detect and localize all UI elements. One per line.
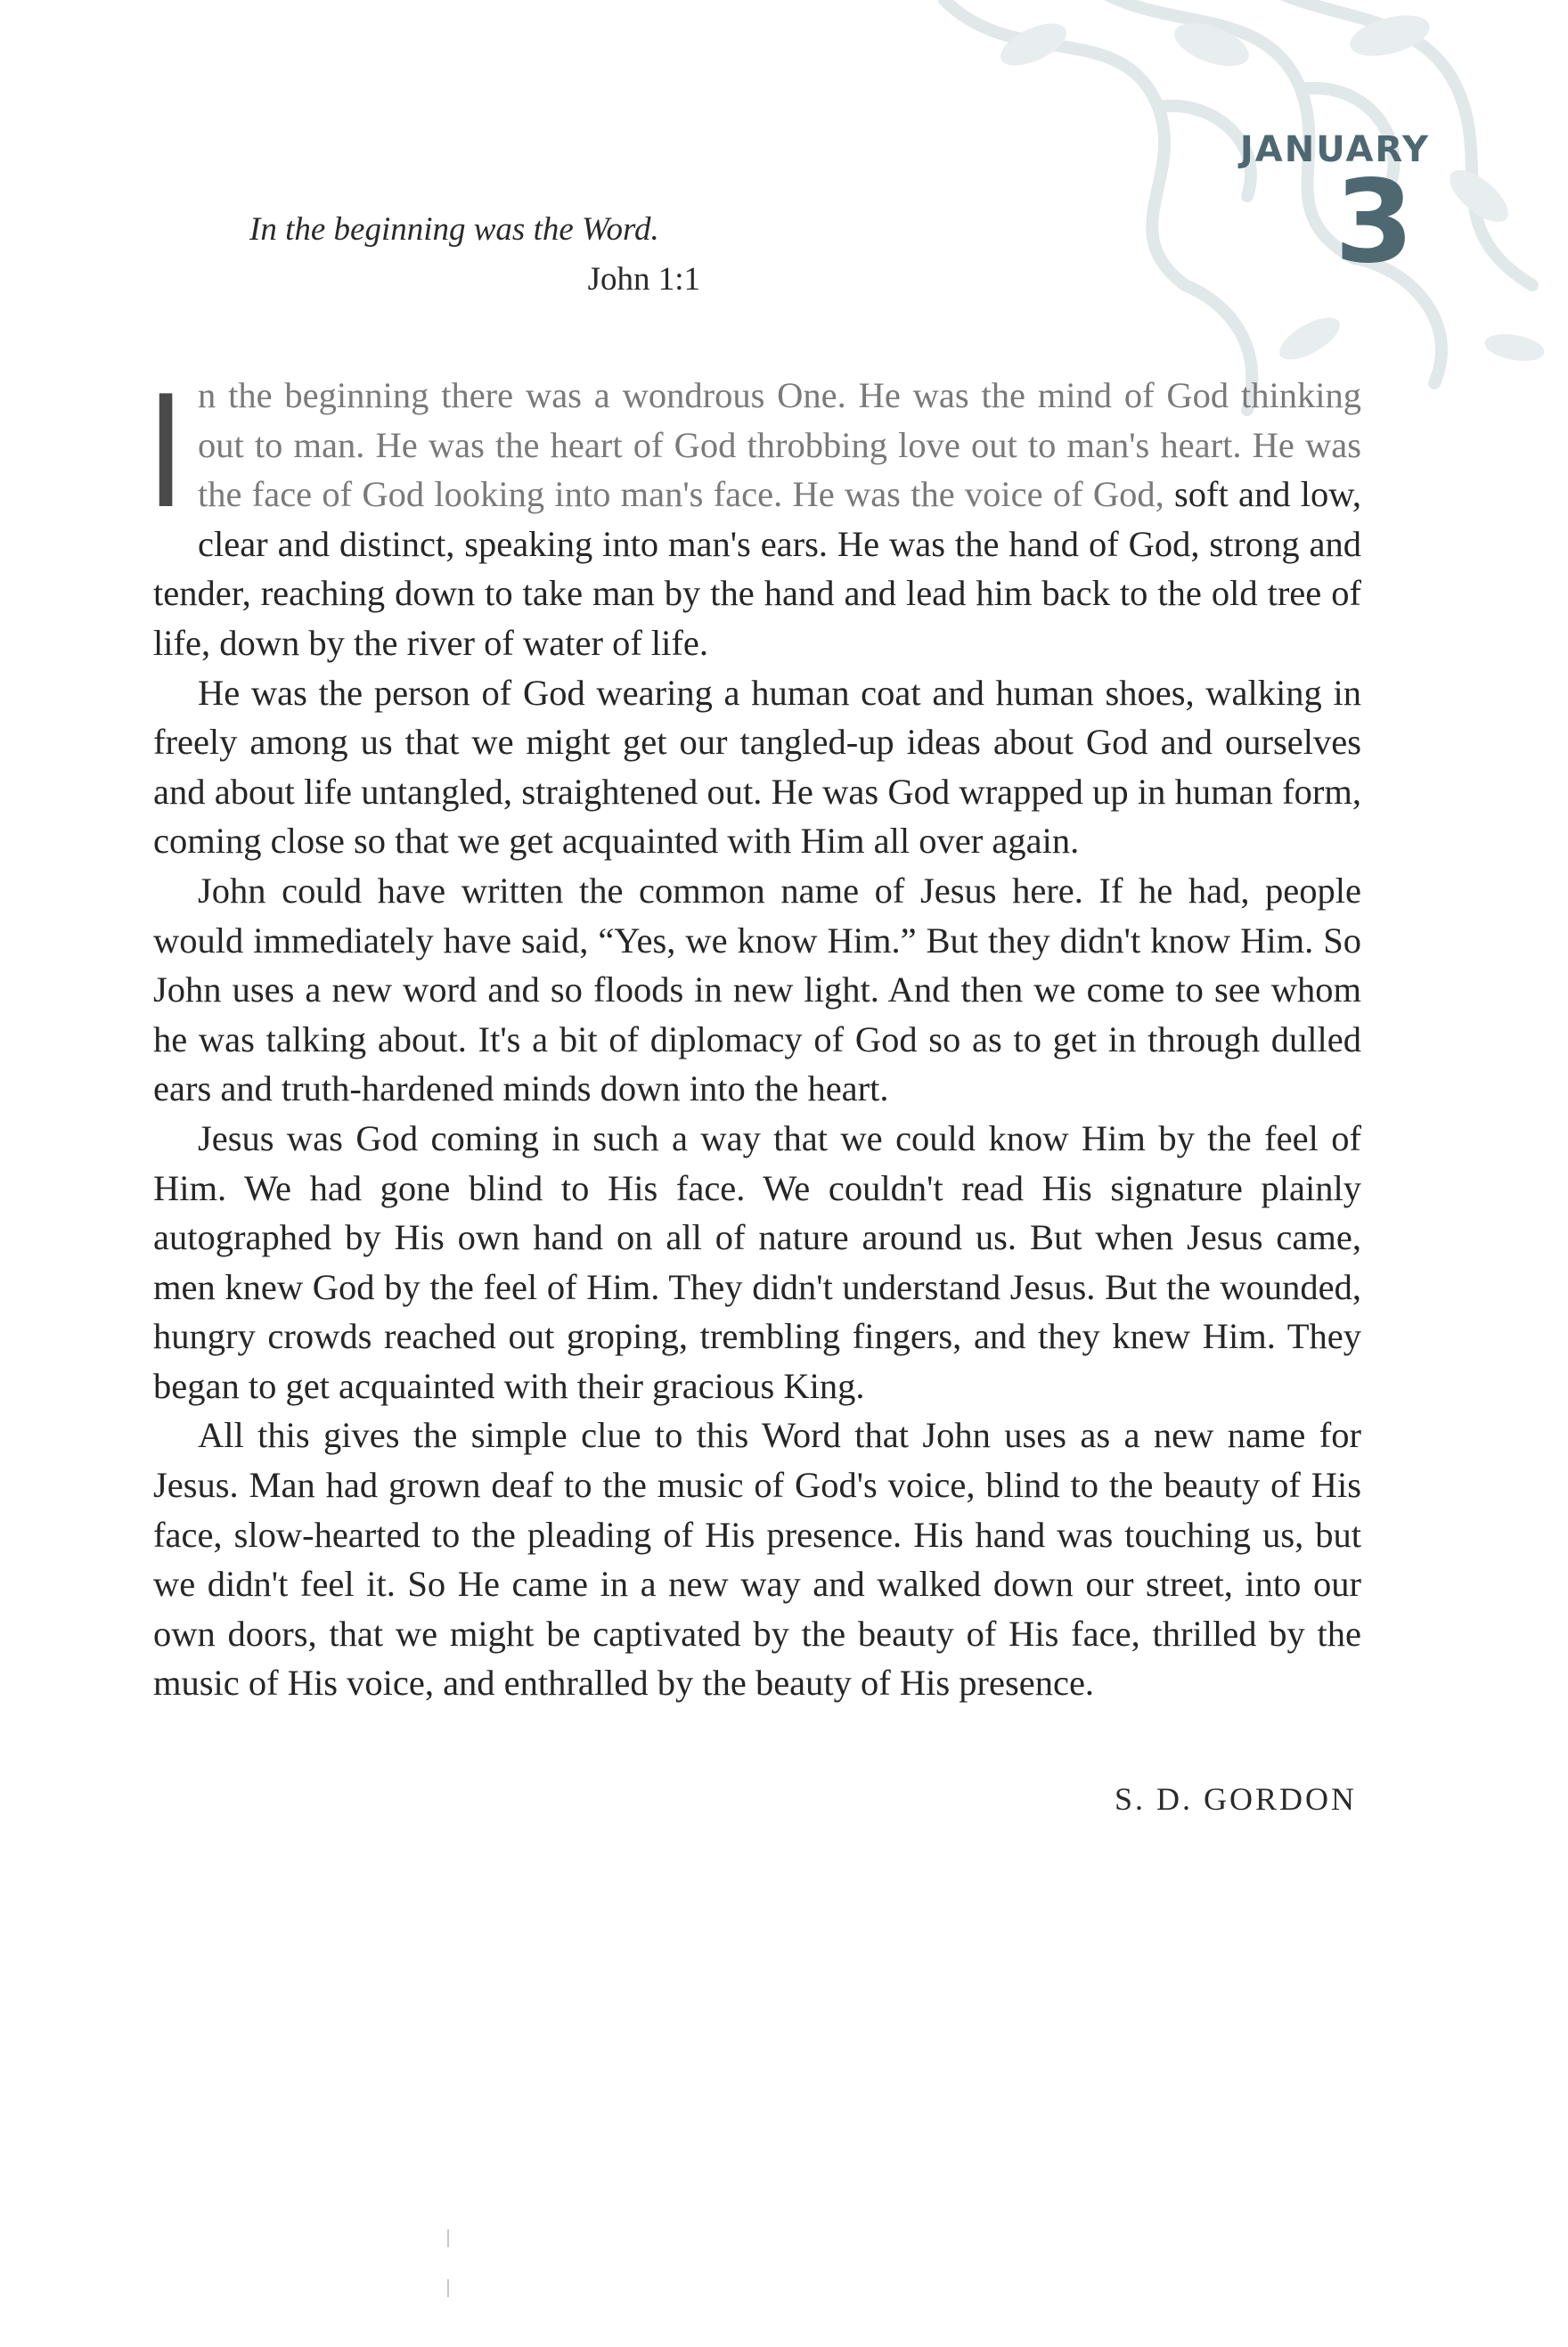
paragraph: Jesus was God coming in such a way that we could know Him by the feel of Him. We had gone blind to His face. We couldn't read His signature plainly autographed by His own hand on all of nature around us. But when Jesus came, men knew God by the feel of Him. They didn't understand Jesus. But the wounded, hungry crowds reached out groping, trembling fingers, and they knew Him. They began to get acquainted with their gracious King.: [153, 1117, 1361, 1406]
epigraph-reference: John 1:1: [587, 261, 700, 298]
author-attribution: S. D. GORDON: [1114, 1781, 1357, 1817]
epigraph-quote: In the beginning was the Word.: [249, 211, 659, 248]
scan-marks: [447, 2229, 451, 2315]
paragraph-opening: n the beginning there was a wondrous One. He was the mind of God thinking out to man. He was the heart of God throbbing love out to man's heart. He was the face of God looking into man's face. He was the voice of God,: [198, 375, 1361, 515]
month-label: JANUARY: [1239, 129, 1430, 170]
paragraph: [153, 357, 1361, 668]
epigraph: [249, 210, 713, 300]
paragraph-continuation: soft and low, clear and distinct, speaking into man's ears. He was the hand of God, strong and tender, reaching down to take man by the hand and lead him back to the old tree of life, down by the river of water of life.: [153, 474, 1361, 663]
devotional-body: [153, 357, 1361, 1708]
paragraph: He was the person of God wearing a human coat and human shoes, walking in freely among us that we might get our tangled-up ideas about God and ourselves and about life untangled, straightened out. He was God wrapped up in human form, coming close so that we get acquainted with Him all over again.: [153, 672, 1361, 862]
drop-cap: I: [153, 357, 179, 541]
paragraph: John could have written the common name of Jesus here. If he had, people would immediately have said, “Yes, we know Him.” But they didn't know Him. So John uses a new word and so floods in new light. And then we come to see whom he was talking about. It's a bit of diplomacy of God so as to get in through dulled ears and truth-hardened minds down into the heart.: [153, 870, 1361, 1109]
scan-mark: [447, 2279, 449, 2297]
scan-mark: [447, 2229, 449, 2247]
day-number: 3: [1334, 156, 1414, 289]
paragraph: All this gives the simple clue to this Word that John uses as a new name for Jesus. Man had grown deaf to the music of God's voice, blind to the beauty of His face, slow-hearted to the pleading of His presence. His hand was touching us, but we didn't feel it. So He came in a new way and walked down our street, into our own doors, that we might be captivated by the beauty of His face, thrilled by the music of His voice, and enthralled by the beauty of His presence.: [153, 1415, 1361, 1704]
date-block: [1163, 129, 1430, 289]
